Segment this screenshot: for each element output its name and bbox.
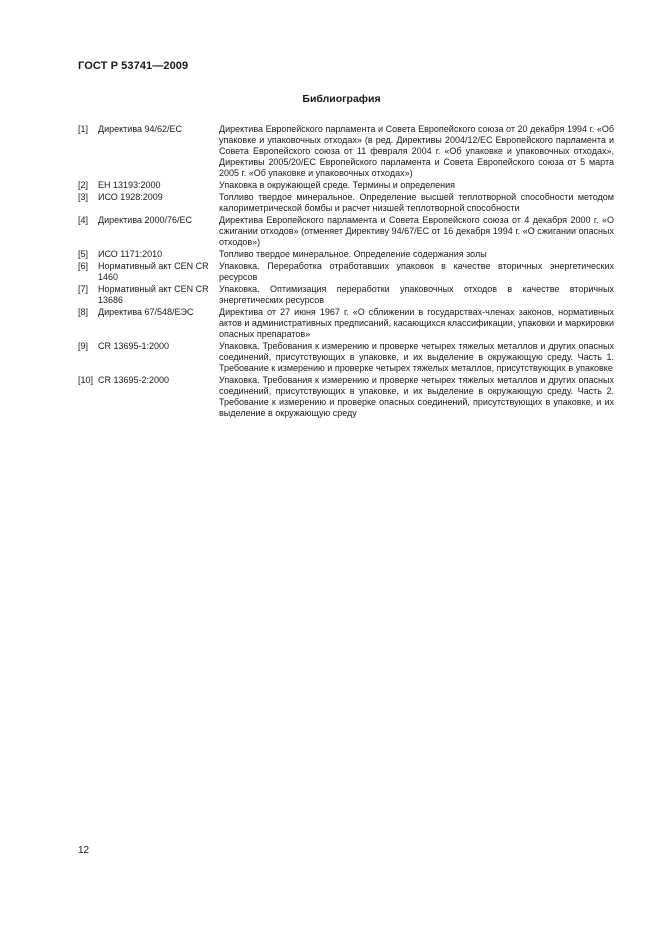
bibliography-entry (78, 124, 614, 179)
bibliography-entry (78, 284, 614, 306)
entry-reference: Нормативный акт CEN CR 13686 (98, 284, 209, 305)
entry-reference: Директива 94/62/ЕС (98, 124, 183, 134)
bibliography-entry (78, 261, 614, 283)
bibliography-entry (78, 341, 614, 374)
entry-number: [5] (78, 249, 89, 259)
entry-number: [6] (78, 261, 89, 271)
entry-description: Топливо твердое минеральное. Определение содержания золы (219, 249, 487, 259)
entry-number: [10] (78, 375, 94, 385)
entry-description: Упаковка. Оптимизация переработки упаковочных отходов в качестве вторичных энергетических ресурсов (219, 284, 614, 305)
entry-description: Упаковка. Требования к измерению и проверке четырех тяжелых металлов и других опасных соединений, присутствующих в упаковке, и их выделение в окружающую среду. Часть 1. Требование к измерению и проверке четырех тяжелых металлов, присутствующих в упаковке (219, 341, 614, 373)
entry-number: [9] (78, 341, 89, 351)
bibliography-entry (78, 375, 614, 419)
entry-reference: Директива 67/548/ЕЭС (98, 307, 194, 317)
bibliography-entry (78, 249, 614, 260)
entry-reference: CR 13695-2:2000 (98, 375, 170, 385)
section-title: Библиография (302, 93, 381, 105)
entry-number: [2] (78, 180, 89, 190)
entry-description: Директива от 27 июня 1967 г. «О сближении в государствах-членах законов, нормативных актов и административных предписаний, касающихся классификации, упаковки и маркировки опасных препаратов» (219, 307, 614, 339)
bibliography-entry (78, 192, 614, 214)
bibliography-entry (78, 215, 614, 248)
document-header: ГОСТ Р 53741—2009 (78, 60, 189, 72)
entry-reference: ИСО 1171:2010 (98, 249, 163, 259)
bibliography-entry (78, 307, 614, 340)
entry-description: Директива Европейского парламента и Совета Европейского союза от 4 декабря 2000 г. «О сжигании отходов» (отменяет Директиву 94/67/ЕС от 16 декабря 1994 г. «О сжигании опасных отходов») (219, 215, 614, 247)
entry-reference: Нормативный акт CEN CR 1460 (98, 261, 209, 282)
entry-number: [4] (78, 215, 89, 225)
entry-description: Топливо твердое минеральное. Определение высшей теплотворной способности методом калориметрической бомбы и расчет низшей теплотворной способности (219, 192, 614, 213)
entry-reference: ИСО 1928:2009 (98, 192, 163, 202)
entry-reference: CR 13695-1:2000 (98, 341, 170, 351)
bibliography-list (78, 124, 614, 419)
bibliography-entry (78, 180, 614, 191)
entry-number: [3] (78, 192, 89, 202)
entry-description: Упаковка. Переработка отработавших упаковок в качестве вторичных энергетических ресурсов (219, 261, 614, 282)
entry-number: [7] (78, 284, 89, 294)
entry-reference: Директива 2000/76/ЕС (98, 215, 193, 225)
page-number: 12 (78, 845, 90, 856)
entry-description: Упаковка. Требования к измерению и проверке четырех тяжелых металлов и других опасных соединений, присутствующих в упаковке, и их выделение в окружающую среду. Часть 2. Требование к измерению и проверке опасных соединений, присутствующих в упаковке, и их выделение в окружающую среду (219, 375, 614, 418)
entry-number: [1] (78, 124, 89, 134)
entry-description: Директива Европейского парламента и Совета Европейского союза от 20 декабря 1994 г. «Об упаковке и упаковочных отходах» (в ред. Директивы 2004/12/ЕС Европейского парламента и Совета Европейского союза от 11 февраля 2004 г. «Об упаковке и упаковочных отходах», Директивы 2005/20/ЕС Европейского парламента и Совета Европейского союза от 5 марта 2005 г. «Об упаковке и упаковочных отходах») (219, 124, 614, 178)
entry-description: Упаковка в окружающей среде. Термины и определения (219, 180, 456, 190)
entry-number: [8] (78, 307, 89, 317)
entry-reference: ЕН 13193:2000 (98, 180, 161, 190)
